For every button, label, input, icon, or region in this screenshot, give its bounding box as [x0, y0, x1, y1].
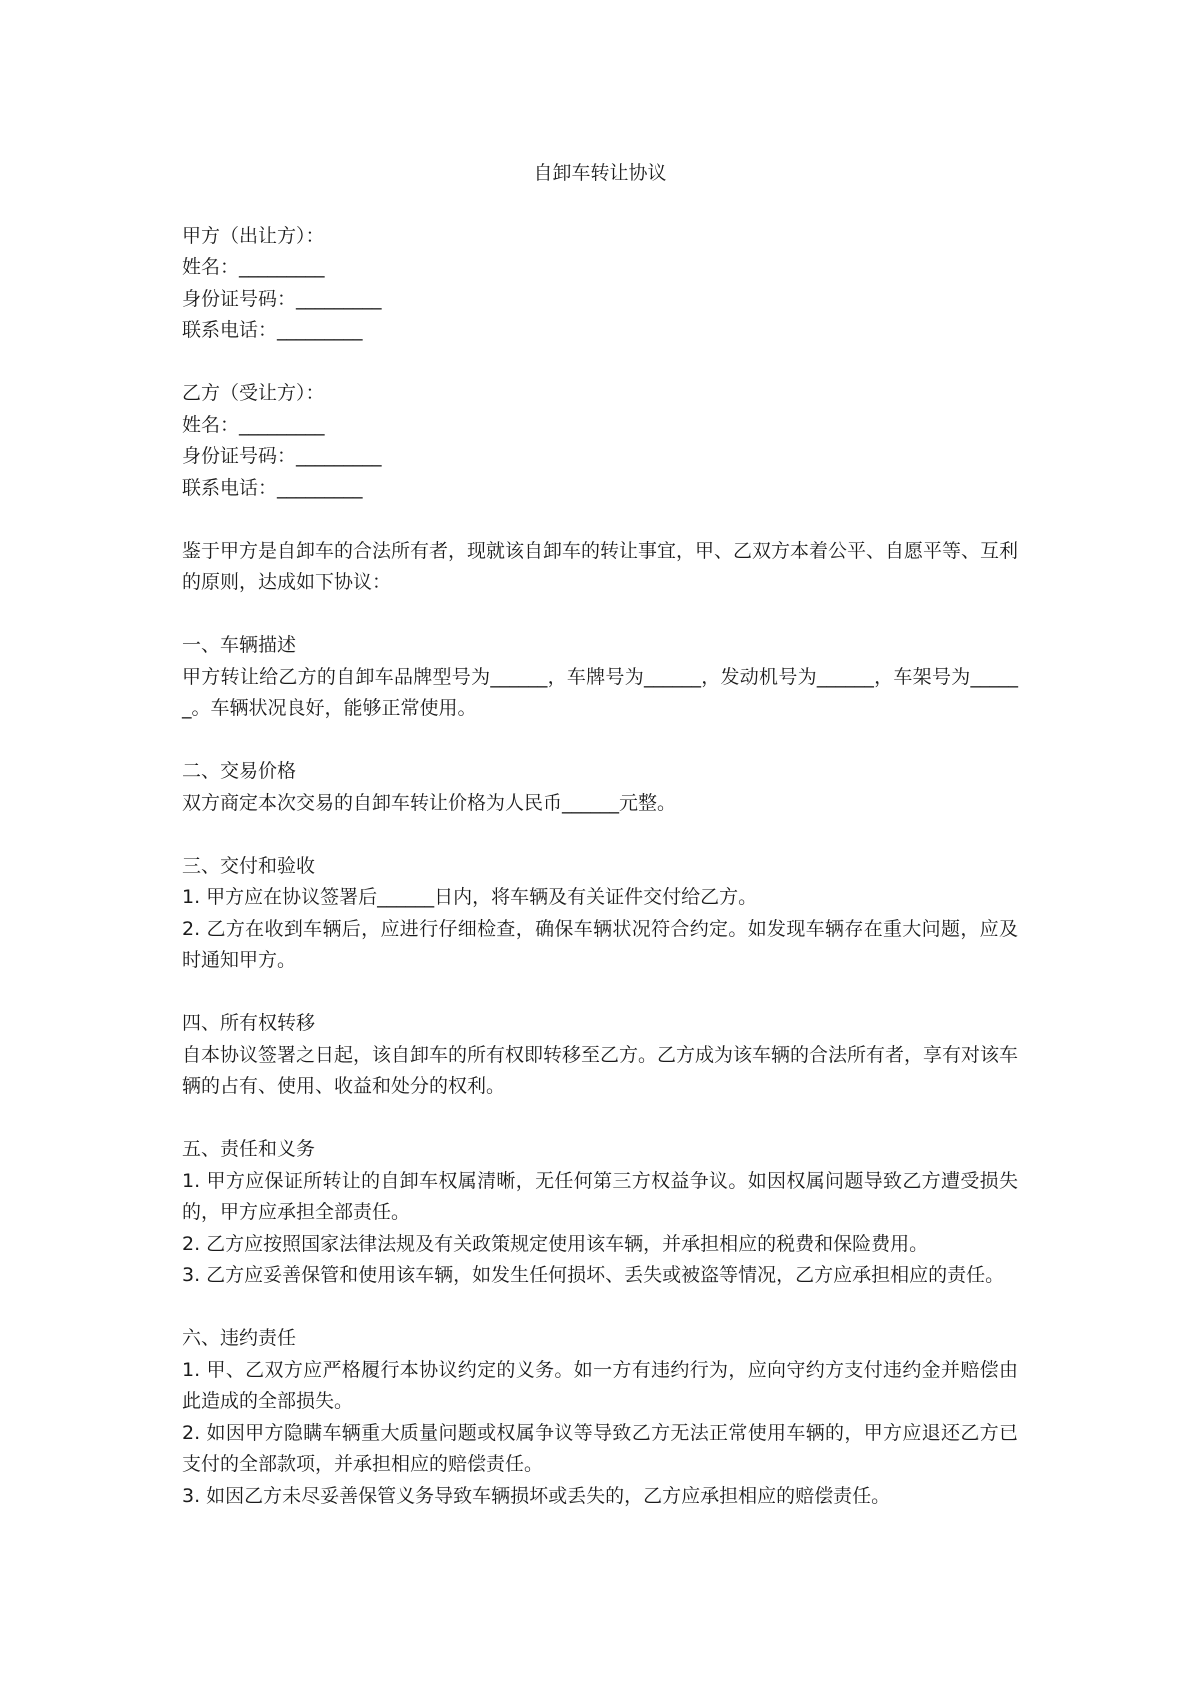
party-a-id-number: 身份证号码：_________ [182, 287, 382, 310]
section-paragraph: 甲方转让给乙方的自卸车品牌型号为______，车牌号为______，发动机号为______，车架号为______。车辆状况良好，能够正常使用。 [182, 665, 1018, 719]
document-body [182, 158, 1018, 1544]
section-heading: 三、交付和验收 [182, 854, 316, 877]
section-heading: 二、交易价格 [182, 760, 297, 782]
section-paragraph: 1. 甲方应在协议签署后______日内，将车辆及有关证件交付给乙方。 [182, 886, 758, 908]
page-title: 自卸车转让协议 [533, 162, 667, 184]
party-b-name: 姓名：_________ [182, 413, 325, 436]
section-paragraph: 双方商定本次交易的自卸车转让价格为人民币______元整。 [182, 791, 677, 814]
preamble-block [182, 536, 1018, 599]
party-b-heading: 乙方（受让方）： [182, 382, 325, 404]
party-b-id-number: 身份证号码：_________ [182, 445, 382, 467]
party-b-block [182, 378, 1018, 504]
party-a-heading: 甲方（出让方）： [182, 224, 325, 247]
party-a-name: 姓名：_________ [182, 256, 325, 278]
section-paragraph: 1. 甲、乙双方应严格履行本协议约定的义务。如一方有违约行为，应向守约方支付违约金并赔偿由此造成的全部损失。 [182, 1358, 1018, 1412]
party-a-block [182, 221, 1018, 347]
section-paragraph: 1. 甲方应保证所转让的自卸车权属清晰，无任何第三方权益争议。如因权属问题导致乙方遭受损失的，甲方应承担全部责任。 [182, 1169, 1018, 1223]
section-heading: 四、所有权转移 [182, 1012, 316, 1034]
section-heading: 六、违约责任 [182, 1327, 297, 1349]
section-ownership-transfer [182, 1008, 1018, 1103]
section-paragraph: 2. 乙方在收到车辆后，应进行仔细检查，确保车辆状况符合约定。如发现车辆存在重大问题，应及时通知甲方。 [182, 917, 1018, 971]
section-paragraph: 3. 如因乙方未尽妥善保管义务导致车辆损坏或丢失的，乙方应承担相应的赔偿责任。 [182, 1484, 891, 1507]
section-paragraph: 2. 如因甲方隐瞒车辆重大质量问题或权属争议等导致乙方无法正常使用车辆的，甲方应退还乙方已支付的全部款项，并承担相应的赔偿责任。 [182, 1421, 1018, 1475]
section-delivery-acceptance [182, 851, 1018, 977]
party-b-phone: 联系电话：_________ [182, 476, 363, 499]
section-vehicle-description [182, 630, 1018, 725]
section-responsibilities [182, 1134, 1018, 1292]
preamble: 鉴于甲方是自卸车的合法所有者，现就该自卸车的转让事宜，甲、乙双方本着公平、自愿平等、互利的原则，达成如下协议： [182, 539, 1019, 593]
section-paragraph: 自本协议签署之日起，该自卸车的所有权即转移至乙方。乙方成为该车辆的合法所有者，享有对该车辆的占有、使用、收益和处分的权利。 [182, 1043, 1019, 1097]
section-breach-liability [182, 1323, 1018, 1512]
section-heading: 五、责任和义务 [182, 1138, 316, 1160]
section-transaction-price [182, 756, 1018, 819]
party-a-phone: 联系电话：_________ [182, 319, 363, 341]
section-paragraph: 2. 乙方应按照国家法律法规及有关政策规定使用该车辆，并承担相应的税费和保险费用。 [182, 1232, 929, 1255]
section-heading: 一、车辆描述 [182, 634, 297, 656]
section-paragraph: 3. 乙方应妥善保管和使用该车辆，如发生任何损坏、丢失或被盗等情况，乙方应承担相应的责任。 [182, 1264, 1005, 1286]
